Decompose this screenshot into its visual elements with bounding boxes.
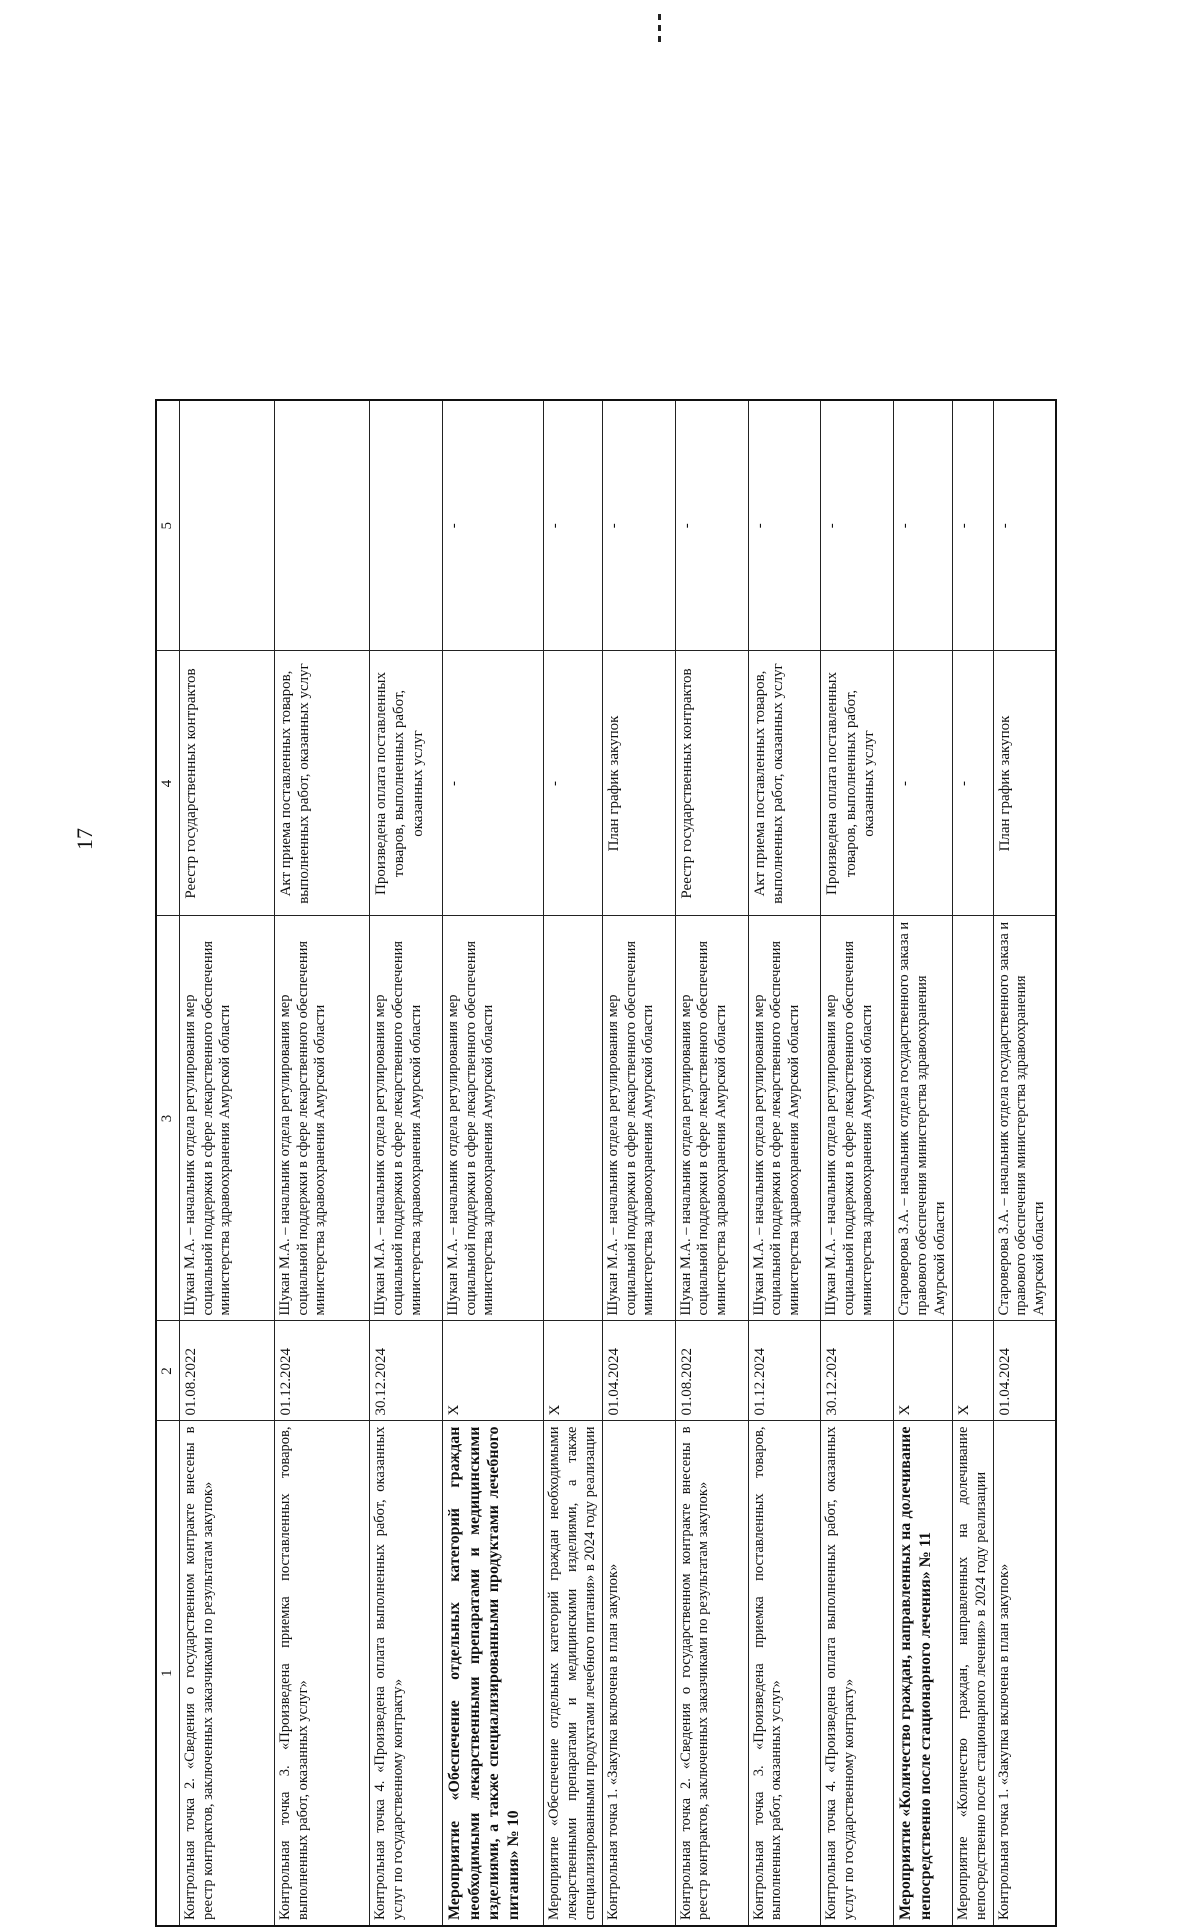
column-header: 3: [156, 916, 180, 1321]
cell-col1: Мероприятие «Количество граждан, направленных на долечивание непосредственно после стационарного лечения» в 2024 году реализации: [952, 1421, 993, 1926]
cell-col3: Шукан М.А. – начальник отдела регулирования мер социальной поддержки в сфере лекарственного обеспечения министерства здравоохранения Амурской области: [442, 916, 543, 1321]
table-row: [952, 400, 993, 1926]
cell-col2: 01.04.2024: [993, 1321, 1056, 1421]
cell-col5: [180, 400, 275, 651]
cell-col5: [275, 400, 370, 651]
rotated-table-container: [155, 401, 1057, 1927]
cell-col3: Шукан М.А. – начальник отдела регулирования мер социальной поддержки в сфере лекарственного обеспечения министерства здравоохранения Амурской области: [675, 916, 748, 1321]
cell-col2: 01.08.2022: [180, 1321, 275, 1421]
cell-col3: [952, 916, 993, 1321]
cell-col4: -: [894, 651, 953, 916]
table-row: [748, 400, 821, 1926]
cell-col1: Мероприятие «Обеспечение отдельных категорий граждан необходимыми лекарственными препаратами и медицинскими изделиями, а также специализированными продуктами лечебного питания» № 10: [442, 1421, 543, 1926]
cell-col5: -: [821, 400, 894, 651]
cell-col4: Реестр государственных контрактов: [675, 651, 748, 916]
cell-col2: X: [952, 1321, 993, 1421]
cell-col2: X: [442, 1321, 543, 1421]
cell-col2: 01.04.2024: [602, 1321, 675, 1421]
cell-col3: Шукан М.А. – начальник отдела регулирования мер социальной поддержки в сфере лекарственного обеспечения министерства здравоохранения Амурской области: [748, 916, 821, 1321]
table-row: [602, 400, 675, 1926]
table-row: [675, 400, 748, 1926]
cell-col1: Контрольная точка 4. «Произведена оплата выполненных работ, оказанных услуг по государственному контракту»: [821, 1421, 894, 1926]
column-header: 2: [156, 1321, 180, 1421]
cell-col5: -: [442, 400, 543, 651]
cell-col1: Контрольная точка 1. «Закупка включена в план закупок»: [602, 1421, 675, 1926]
column-header-row: [156, 400, 180, 1926]
cell-col1: Мероприятие «Количество граждан, направленных на долечивание непосредственно после стационарного лечения» № 11: [894, 1421, 953, 1926]
schedule-table: [155, 399, 1057, 1927]
cell-col1: Контрольная точка 3. «Произведена приемка поставленных товаров, выполненных работ, оказанных услуг»: [275, 1421, 370, 1926]
table-row: [370, 400, 443, 1926]
table-row: [442, 400, 543, 1926]
cell-col4: -: [544, 651, 603, 916]
page-number: 17: [72, 828, 97, 850]
cell-col3: Шукан М.А. – начальник отдела регулирования мер социальной поддержки в сфере лекарственного обеспечения министерства здравоохранения Амурской области: [180, 916, 275, 1321]
cell-col4: План график закупок: [602, 651, 675, 916]
column-header: 5: [156, 400, 180, 651]
cell-col4: -: [952, 651, 993, 916]
cell-col4: План график закупок: [993, 651, 1056, 916]
cell-col4: Произведена оплата поставленных товаров, выполненных работ, оказанных услуг: [821, 651, 894, 916]
cell-col4: Реестр государственных контрактов: [180, 651, 275, 916]
cell-col2: 30.12.2024: [370, 1321, 443, 1421]
cell-col3: Шукан М.А. – начальник отдела регулирования мер социальной поддержки в сфере лекарственного обеспечения министерства здравоохранения Амурской области: [821, 916, 894, 1321]
cell-col5: -: [544, 400, 603, 651]
cell-col3: Староверова З.А. – начальник отдела государственного заказа и правового обеспечения министерства здравоохранения Амурской области: [894, 916, 953, 1321]
cell-col5: -: [748, 400, 821, 651]
table-row: [894, 400, 953, 1926]
cell-col5: -: [993, 400, 1056, 651]
table-row: [544, 400, 603, 1926]
scan-mark: [658, 14, 661, 60]
cell-col4: Акт приема поставленных товаров, выполненных работ, оказанных услуг: [748, 651, 821, 916]
cell-col4: Произведена оплата поставленных товаров, выполненных работ, оказанных услуг: [370, 651, 443, 916]
cell-col1: Контрольная точка 3. «Произведена приемка поставленных товаров, выполненных работ, оказанных услуг»: [748, 1421, 821, 1926]
cell-col4: Акт приема поставленных товаров, выполненных работ, оказанных услуг: [275, 651, 370, 916]
cell-col5: -: [675, 400, 748, 651]
cell-col3: [544, 916, 603, 1321]
cell-col5: -: [894, 400, 953, 651]
table-row: [821, 400, 894, 1926]
cell-col2: X: [894, 1321, 953, 1421]
cell-col1: Мероприятие «Обеспечение отдельных категорий граждан необходимыми лекарственными препаратами и медицинскими изделиями, а также специализированными продуктами лечебного питания» в 2024 году реализации: [544, 1421, 603, 1926]
column-header: 1: [156, 1421, 180, 1926]
cell-col2: 01.12.2024: [275, 1321, 370, 1421]
cell-col5: [370, 400, 443, 651]
cell-col3: Староверова З.А. – начальник отдела государственного заказа и правового обеспечения министерства здравоохранения Амурской области: [993, 916, 1056, 1321]
cell-col3: Шукан М.А. – начальник отдела регулирования мер социальной поддержки в сфере лекарственного обеспечения министерства здравоохранения Амурской области: [370, 916, 443, 1321]
cell-col1: Контрольная точка 2. «Сведения о государственном контракте внесены в реестр контрактов, заключенных заказчиками по результатам закупок»: [675, 1421, 748, 1926]
cell-col3: Шукан М.А. – начальник отдела регулирования мер социальной поддержки в сфере лекарственного обеспечения министерства здравоохранения Амурской области: [275, 916, 370, 1321]
cell-col2: 01.08.2022: [675, 1321, 748, 1421]
cell-col4: -: [442, 651, 543, 916]
cell-col1: Контрольная точка 4. «Произведена оплата выполненных работ, оказанных услуг по государственному контракту»: [370, 1421, 443, 1926]
cell-col2: X: [544, 1321, 603, 1421]
cell-col1: Контрольная точка 2. «Сведения о государственном контракте внесены в реестр контрактов, заключенных заказчиками по результатам закупок»: [180, 1421, 275, 1926]
table-row: [180, 400, 275, 1926]
column-header: 4: [156, 651, 180, 916]
table-row: [275, 400, 370, 1926]
cell-col5: -: [602, 400, 675, 651]
cell-col2: 30.12.2024: [821, 1321, 894, 1421]
cell-col2: 01.12.2024: [748, 1321, 821, 1421]
table-row: [993, 400, 1056, 1926]
cell-col1: Контрольная точка 1. «Закупка включена в план закупок»: [993, 1421, 1056, 1926]
cell-col3: Шукан М.А. – начальник отдела регулирования мер социальной поддержки в сфере лекарственного обеспечения министерства здравоохранения Амурской области: [602, 916, 675, 1321]
cell-col5: -: [952, 400, 993, 651]
